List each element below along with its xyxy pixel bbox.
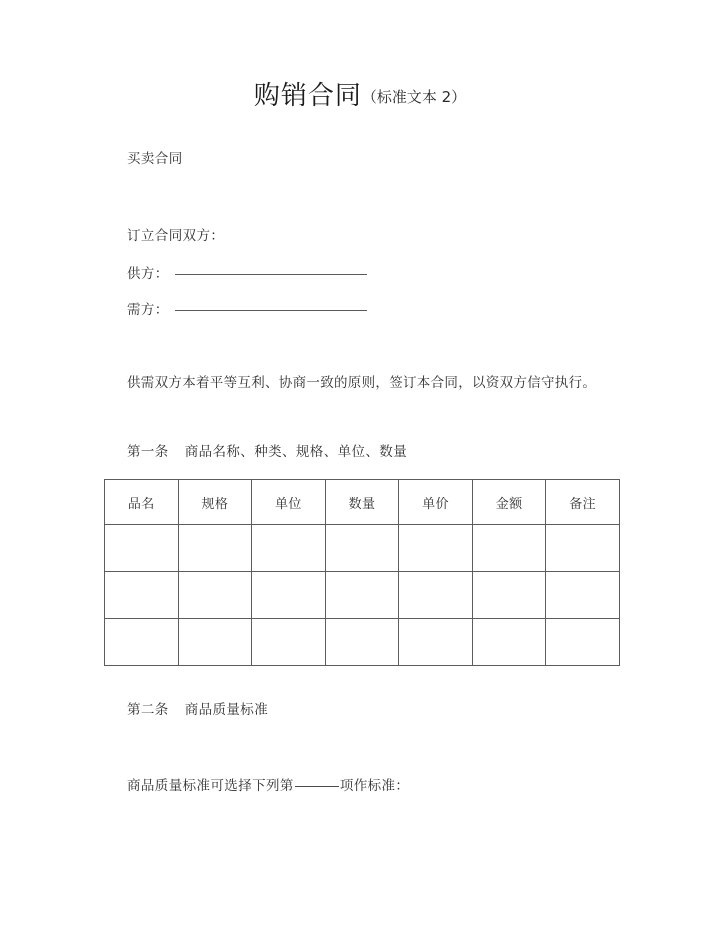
column-header-shuliang: 数量: [325, 480, 399, 525]
cell-shuliang[interactable]: [325, 525, 399, 572]
column-header-guige: 规格: [178, 480, 252, 525]
cell-guige[interactable]: [178, 525, 252, 572]
supplier-row: [127, 265, 367, 284]
cell-danjia[interactable]: [399, 525, 473, 572]
cell-jine[interactable]: [472, 525, 546, 572]
supplier-blank-field[interactable]: [175, 274, 367, 275]
table-row: [105, 619, 620, 666]
cell-beizhu[interactable]: [546, 525, 620, 572]
quality-text-after: 项作标准：: [339, 778, 410, 794]
cell-danwei[interactable]: [252, 572, 326, 619]
cell-shuliang[interactable]: [325, 619, 399, 666]
table-header-row: [105, 480, 620, 525]
cell-jine[interactable]: [472, 572, 546, 619]
cell-pinming[interactable]: [105, 525, 179, 572]
cell-danjia[interactable]: [399, 572, 473, 619]
article-2-heading: [127, 701, 268, 720]
contract-type-label: 买卖合同: [127, 151, 183, 167]
cell-danjia[interactable]: [399, 619, 473, 666]
cell-jine[interactable]: [472, 619, 546, 666]
article-2-number: 第二条: [127, 702, 169, 718]
cell-beizhu[interactable]: [546, 572, 620, 619]
cell-danwei[interactable]: [252, 525, 326, 572]
article-1-heading: [127, 443, 407, 462]
cell-danwei[interactable]: [252, 619, 326, 666]
cell-shuliang[interactable]: [325, 572, 399, 619]
article-1-title: 商品名称、种类、规格、单位、数量: [184, 444, 408, 460]
buyer-row: [127, 301, 367, 320]
buyer-label: 需方：: [127, 302, 169, 318]
article-2-title: 商品质量标准: [184, 702, 269, 718]
goods-table: [104, 479, 620, 666]
cell-beizhu[interactable]: [546, 619, 620, 666]
column-header-danjia: 单价: [399, 480, 473, 525]
column-header-danwei: 单位: [252, 480, 326, 525]
supplier-label: 供方：: [127, 266, 169, 282]
preamble-paragraph: 供需双方本着平等互利、协商一致的原则，签订本合同，以资双方信守执行。: [127, 375, 597, 391]
article-1-number: 第一条: [127, 444, 169, 460]
quality-standard-sentence: [127, 777, 409, 796]
column-header-jine: 金额: [472, 480, 546, 525]
document-title: [0, 82, 720, 111]
quality-text-before: 商品质量标准可选择下列第: [127, 778, 294, 794]
quality-option-blank-field[interactable]: [295, 786, 339, 787]
column-header-pinming: 品名: [105, 480, 179, 525]
cell-guige[interactable]: [178, 572, 252, 619]
table-row: [105, 572, 620, 619]
buyer-blank-field[interactable]: [175, 310, 367, 311]
table-row: [105, 525, 620, 572]
parties-heading: 订立合同双方：: [127, 228, 225, 244]
title-main-text: 购销合同: [253, 81, 362, 111]
goods-table-body: [105, 525, 620, 666]
cell-pinming[interactable]: [105, 572, 179, 619]
goods-table-head: [105, 480, 620, 525]
column-header-beizhu: 备注: [546, 480, 620, 525]
title-subtitle-text: （标准文本 2）: [361, 88, 467, 106]
cell-guige[interactable]: [178, 619, 252, 666]
cell-pinming[interactable]: [105, 619, 179, 666]
